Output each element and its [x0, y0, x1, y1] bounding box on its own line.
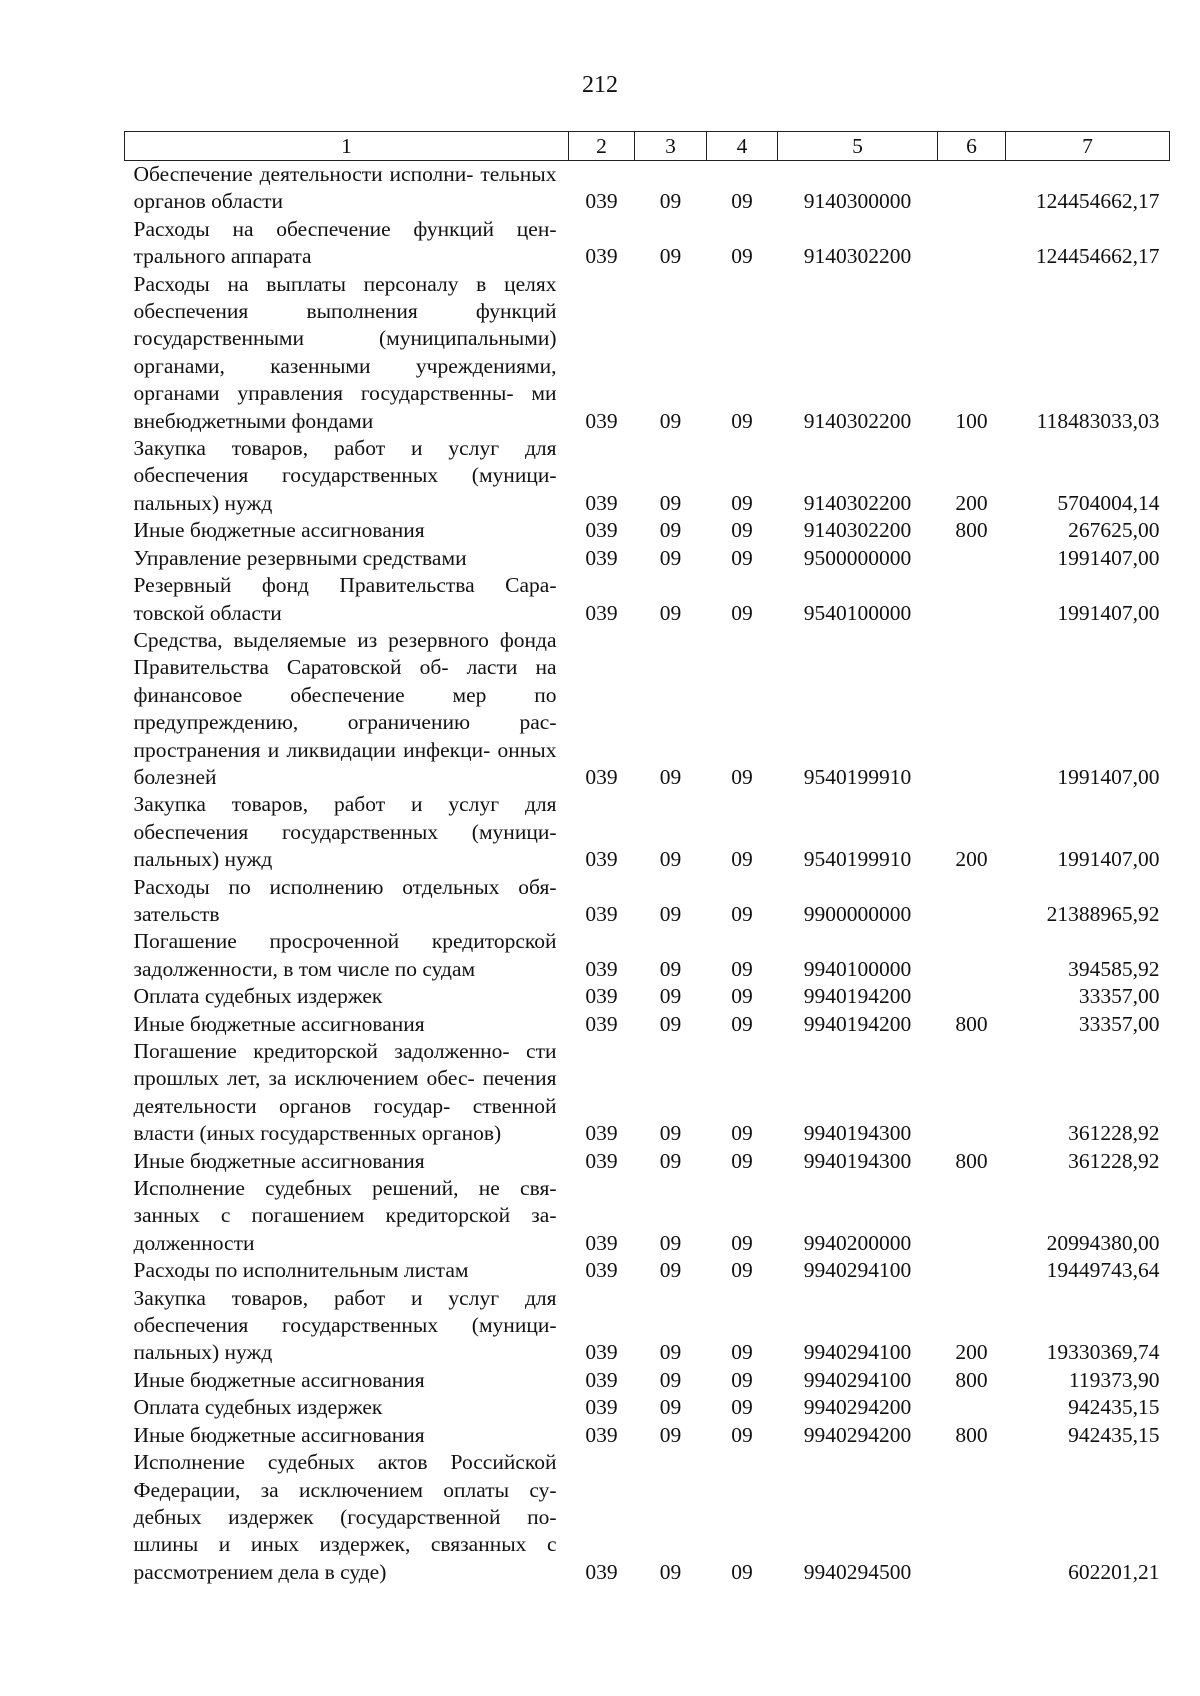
expense-name: Погашение кредиторской задолженно- сти прошлых лет, за исключением обес- печения деятельности органов государ- ственной власти (иных государственных органов) — [133, 1039, 557, 1146]
expense-type-code — [938, 627, 1006, 791]
expense-type-code: 800 — [955, 518, 988, 543]
target-article-code: 9940294100 — [803, 1367, 912, 1392]
expense-type-code: 200 — [955, 1340, 988, 1365]
department-code: 039 — [585, 1230, 618, 1255]
target-article-code: 9940194300 — [803, 1148, 912, 1173]
subsection-code: 09 — [731, 1230, 753, 1255]
department-code: 039 — [585, 1148, 618, 1173]
subsection-code: 09 — [731, 1367, 753, 1392]
target-article-code: 9940100000 — [803, 956, 912, 981]
target-article-code: 9540100000 — [803, 600, 912, 625]
section-code: 09 — [659, 901, 682, 926]
subsection-code: 09 — [731, 956, 753, 981]
department-code: 039 — [585, 847, 618, 872]
expense-name: Резервный фонд Правительства Сара- товской области — [133, 573, 557, 625]
department-code: 039 — [585, 189, 618, 214]
department-code: 039 — [585, 545, 618, 570]
expense-type-code — [938, 216, 1006, 271]
target-article-code: 9140302200 — [803, 490, 912, 515]
department-code: 039 — [585, 1395, 618, 1420]
expense-name: Закупка товаров, работ и услуг для обеспечения государственных (муници- пальных) нужд — [133, 1285, 557, 1365]
amount: 1991407,00 — [1057, 545, 1160, 570]
subsection-code: 09 — [731, 1148, 753, 1173]
subsection-code: 09 — [731, 490, 753, 515]
amount: 1991407,00 — [1057, 764, 1160, 789]
section-code: 09 — [659, 408, 682, 433]
expense-type-code: 800 — [955, 1011, 988, 1036]
subsection-code: 09 — [731, 408, 753, 433]
department-code: 039 — [585, 901, 618, 926]
expense-name: Средства, выделяемые из резервного фонда Правительства Саратовской об- ласти на финансовое обеспечение мер по предупреждению, ограничению рас- пространения и ликвидации инфекци- онных болезней — [133, 627, 557, 789]
expense-type-code — [938, 545, 1006, 572]
subsection-code: 09 — [731, 984, 753, 1009]
subsection-code: 09 — [731, 1258, 753, 1283]
table-row — [125, 161, 1170, 216]
amount: 942435,15 — [1068, 1422, 1160, 1447]
expense-type-code — [938, 1449, 1006, 1586]
target-article-code: 9940194300 — [803, 1121, 912, 1146]
section-code: 09 — [659, 545, 682, 570]
amount: 20994380,00 — [1046, 1230, 1160, 1255]
expense-name: Управление резервными средствами — [133, 545, 467, 570]
table-row — [125, 627, 1170, 791]
expense-type-code — [938, 928, 1006, 983]
amount: 124454662,17 — [1035, 189, 1160, 214]
amount: 19449743,64 — [1046, 1258, 1160, 1283]
target-article-code: 9940200000 — [803, 1230, 912, 1255]
target-article-code: 9940294200 — [803, 1395, 912, 1420]
department-code: 039 — [585, 408, 618, 433]
table-row — [125, 1148, 1170, 1175]
expense-name: Иные бюджетные ассигнования — [133, 1011, 425, 1036]
expense-type-code: 800 — [955, 1422, 988, 1447]
expense-type-code — [938, 1038, 1006, 1148]
target-article-code: 9940294100 — [803, 1258, 912, 1283]
expense-type-code: 100 — [955, 408, 988, 433]
table-row — [125, 1257, 1170, 1284]
expense-name: Оплата судебных издержек — [133, 984, 383, 1009]
column-header: 2 — [569, 132, 635, 161]
target-article-code: 9140300000 — [803, 189, 912, 214]
target-article-code: 9900000000 — [803, 901, 912, 926]
amount: 267625,00 — [1068, 518, 1160, 543]
column-header: 7 — [1006, 132, 1170, 161]
table-row — [125, 545, 1170, 572]
table-row — [125, 791, 1170, 873]
table-row — [125, 1038, 1170, 1148]
expense-name: Расходы по исполнению отдельных обя- зательств — [133, 874, 557, 926]
section-code: 09 — [659, 1367, 682, 1392]
amount: 1991407,00 — [1057, 847, 1160, 872]
subsection-code: 09 — [731, 1559, 753, 1584]
expense-name: Погашение просроченной кредиторской задолженности, в том числе по судам — [133, 929, 557, 981]
department-code: 039 — [585, 764, 618, 789]
table-row — [125, 1285, 1170, 1367]
target-article-code: 9940194200 — [803, 1011, 912, 1036]
table-row — [125, 983, 1170, 1010]
section-code: 09 — [659, 956, 682, 981]
section-code: 09 — [659, 984, 682, 1009]
section-code: 09 — [659, 1121, 682, 1146]
amount: 119373,90 — [1068, 1367, 1160, 1392]
budget-table — [124, 131, 1170, 1586]
target-article-code: 9940294100 — [803, 1340, 912, 1365]
table-row — [125, 928, 1170, 983]
expense-name: Иные бюджетные ассигнования — [133, 518, 425, 543]
amount: 33357,00 — [1078, 1011, 1160, 1036]
table-row — [125, 517, 1170, 544]
section-code: 09 — [659, 1011, 682, 1036]
table-body — [125, 161, 1170, 1587]
subsection-code: 09 — [731, 1340, 753, 1365]
expense-type-code: 800 — [955, 1148, 988, 1173]
section-code: 09 — [659, 1148, 682, 1173]
expense-name: Закупка товаров, работ и услуг для обеспечения государственных (муници- пальных) нужд — [133, 792, 557, 872]
department-code: 039 — [585, 244, 618, 269]
department-code: 039 — [585, 956, 618, 981]
amount: 5704004,14 — [1057, 490, 1160, 515]
expense-type-code — [938, 1257, 1006, 1284]
header-row — [125, 132, 1170, 161]
department-code: 039 — [585, 518, 618, 543]
amount: 602201,21 — [1068, 1559, 1160, 1584]
subsection-code: 09 — [731, 545, 753, 570]
expense-type-code — [938, 572, 1006, 627]
amount: 361228,92 — [1068, 1121, 1160, 1146]
table-row — [125, 1394, 1170, 1421]
expense-name: Иные бюджетные ассигнования — [133, 1422, 425, 1447]
amount: 361228,92 — [1068, 1148, 1160, 1173]
table-row — [125, 435, 1170, 517]
expense-type-code — [938, 983, 1006, 1010]
section-code: 09 — [659, 1422, 682, 1447]
target-article-code: 9140302200 — [803, 518, 912, 543]
expense-type-code — [938, 161, 1006, 216]
expense-name: Обеспечение деятельности исполни- тельных органов области — [133, 162, 557, 214]
section-code: 09 — [659, 847, 682, 872]
department-code: 039 — [585, 984, 618, 1009]
subsection-code: 09 — [731, 764, 753, 789]
section-code: 09 — [659, 600, 682, 625]
expense-type-code — [938, 1175, 1006, 1257]
target-article-code: 9140302200 — [803, 408, 912, 433]
section-code: 09 — [659, 1395, 682, 1420]
expense-name: Оплата судебных издержек — [133, 1395, 383, 1420]
section-code: 09 — [659, 764, 682, 789]
amount: 33357,00 — [1078, 984, 1160, 1009]
amount: 942435,15 — [1068, 1395, 1160, 1420]
target-article-code: 9540199910 — [803, 764, 912, 789]
expense-name: Иные бюджетные ассигнования — [133, 1148, 425, 1173]
section-code: 09 — [659, 1340, 682, 1365]
expense-name: Закупка товаров, работ и услуг для обеспечения государственных (муници- пальных) нужд — [133, 436, 557, 515]
target-article-code: 9940194200 — [803, 984, 912, 1009]
section-code: 09 — [659, 518, 682, 543]
expense-name: Исполнение судебных актов Российской Федерации, за исключением оплаты су- дебных издержек (государственной по- шлины и иных издержек, связанных с рассмотрением дела в суде) — [133, 1450, 557, 1584]
table-row — [125, 1422, 1170, 1449]
department-code: 039 — [585, 600, 618, 625]
department-code: 039 — [585, 490, 618, 515]
expense-type-code — [938, 1394, 1006, 1421]
table-row — [125, 1011, 1170, 1038]
table-row — [125, 216, 1170, 271]
expense-name: Иные бюджетные ассигнования — [133, 1367, 425, 1392]
target-article-code: 9140302200 — [803, 244, 912, 269]
table-row — [125, 1367, 1170, 1394]
table-row — [125, 874, 1170, 929]
subsection-code: 09 — [731, 189, 753, 214]
department-code: 039 — [585, 1422, 618, 1447]
column-header: 6 — [938, 132, 1006, 161]
table-row — [125, 1175, 1170, 1257]
table-header — [125, 132, 1170, 161]
department-code: 039 — [585, 1121, 618, 1146]
section-code: 09 — [659, 244, 682, 269]
subsection-code: 09 — [731, 1422, 753, 1447]
department-code: 039 — [585, 1258, 618, 1283]
amount: 19330369,74 — [1046, 1340, 1160, 1365]
section-code: 09 — [659, 490, 682, 515]
page-number: 212 — [582, 72, 618, 98]
section-code: 09 — [659, 1559, 682, 1584]
amount: 124454662,17 — [1035, 244, 1160, 269]
table-row — [125, 1449, 1170, 1586]
amount: 1991407,00 — [1057, 600, 1160, 625]
target-article-code: 9500000000 — [803, 545, 912, 570]
expense-name: Расходы на выплаты персоналу в целях обеспечения выполнения функций государственными (муниципальными) органами, казенными учреждениями, органами управления государственны- ми внебюджетными фондами — [133, 271, 557, 433]
subsection-code: 09 — [731, 518, 753, 543]
expense-name: Исполнение судебных решений, не свя- занных с погашением кредиторской за- долженности — [133, 1176, 557, 1255]
column-header: 4 — [707, 132, 778, 161]
department-code: 039 — [585, 1011, 618, 1036]
subsection-code: 09 — [731, 1121, 753, 1146]
section-code: 09 — [659, 1258, 682, 1283]
department-code: 039 — [585, 1559, 618, 1584]
target-article-code: 9540199910 — [803, 847, 912, 872]
expense-type-code — [938, 874, 1006, 929]
subsection-code: 09 — [731, 1011, 753, 1036]
expense-type-code: 200 — [955, 847, 988, 872]
subsection-code: 09 — [731, 244, 753, 269]
column-header: 5 — [778, 132, 938, 161]
target-article-code: 9940294200 — [803, 1422, 912, 1447]
subsection-code: 09 — [731, 901, 753, 926]
target-article-code: 9940294500 — [803, 1559, 912, 1584]
amount: 118483033,03 — [1036, 408, 1160, 433]
table-row — [125, 572, 1170, 627]
amount: 394585,92 — [1068, 956, 1160, 981]
column-header: 3 — [635, 132, 707, 161]
expense-type-code: 800 — [955, 1367, 988, 1392]
subsection-code: 09 — [731, 847, 753, 872]
section-code: 09 — [659, 1230, 682, 1255]
column-header: 1 — [125, 132, 569, 161]
table-row — [125, 271, 1170, 435]
department-code: 039 — [585, 1367, 618, 1392]
section-code: 09 — [659, 189, 682, 214]
department-code: 039 — [585, 1340, 618, 1365]
subsection-code: 09 — [731, 1395, 753, 1420]
subsection-code: 09 — [731, 600, 753, 625]
expense-name: Расходы по исполнительным листам — [133, 1258, 469, 1283]
expense-type-code: 200 — [955, 490, 988, 515]
amount: 21388965,92 — [1046, 901, 1160, 926]
expense-name: Расходы на обеспечение функций цен- трального аппарата — [133, 216, 557, 269]
